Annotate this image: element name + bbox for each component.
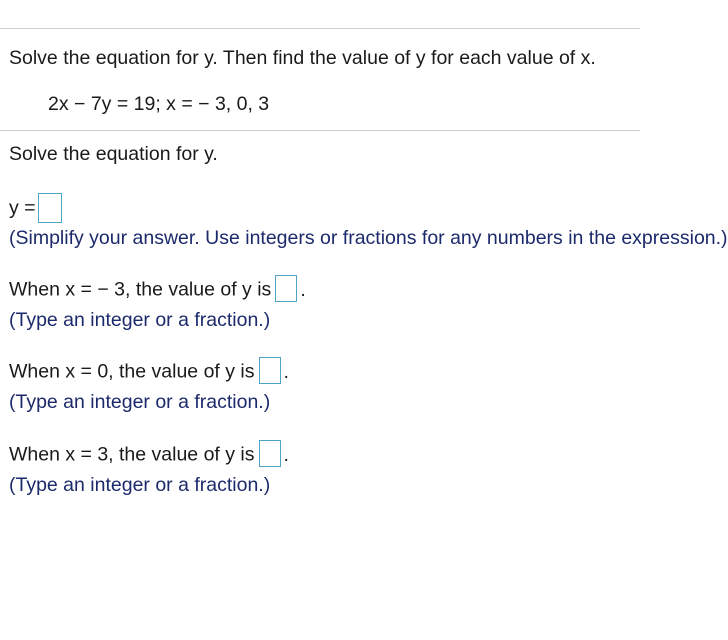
solve-instruction: Solve the equation for y. <box>9 143 218 165</box>
x-3-answer-box[interactable] <box>259 440 281 467</box>
section-divider <box>0 130 640 131</box>
x-3-period: . <box>283 443 289 466</box>
x-neg3-answer-box[interactable] <box>275 275 297 302</box>
x-3-label: When x = 3, the value of y is <box>9 443 255 466</box>
equation-text: 2x − 7y = 19; x = − 3, 0, 3 <box>48 93 270 115</box>
x-neg3-row <box>9 277 306 304</box>
y-expression-row <box>9 194 66 224</box>
y-expression-hint: (Simplify your answer. Use integers or fractions for any numbers in the expression.) <box>9 227 728 249</box>
y-equals-label: y = <box>9 197 36 220</box>
top-divider <box>0 28 640 29</box>
x-0-label: When x = 0, the value of y is <box>9 360 255 383</box>
x-neg3-label: When x = − 3, the value of y is <box>9 278 272 301</box>
y-expression-answer-box[interactable] <box>38 193 62 223</box>
x-0-hint: (Type an integer or a fraction.) <box>9 391 271 413</box>
x-0-row <box>9 359 289 386</box>
x-neg3-period: . <box>300 278 306 301</box>
x-neg3-hint: (Type an integer or a fraction.) <box>9 309 271 331</box>
question-text: Solve the equation for y. Then find the value of y for each value of x. <box>9 47 596 69</box>
x-0-period: . <box>283 360 289 383</box>
x-3-row <box>9 442 289 469</box>
x-0-answer-box[interactable] <box>259 357 281 384</box>
x-3-hint: (Type an integer or a fraction.) <box>9 474 271 496</box>
